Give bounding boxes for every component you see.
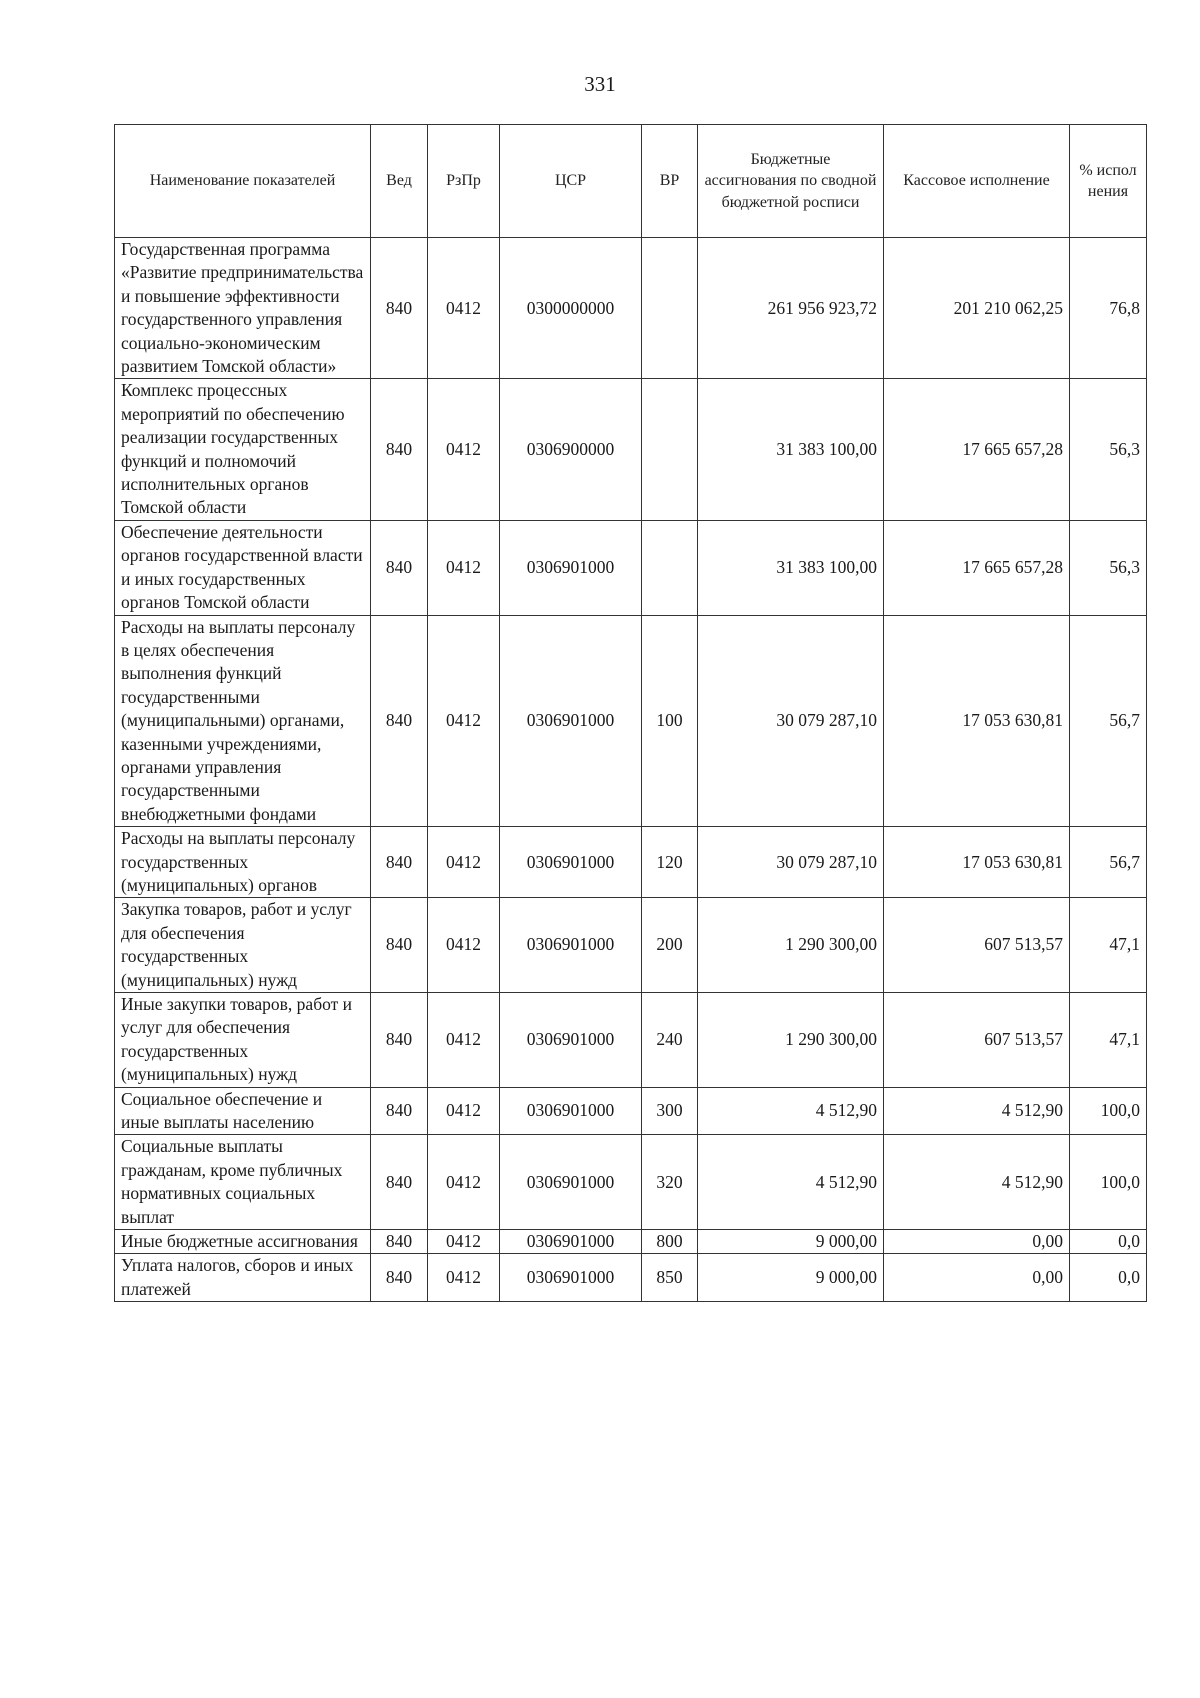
row-name: Государственная программа «Развитие предпринимательства и повышение эффективности государственного управления социально-экономическим развитием Томской области» [115,238,371,379]
row-csr: 0306901000 [500,1230,642,1254]
row-assigned: 261 956 923,72 [698,238,884,379]
row-pct: 47,1 [1070,898,1147,993]
row-csr: 0300000000 [500,238,642,379]
row-ved: 840 [371,827,428,898]
row-pct: 100,0 [1070,1087,1147,1135]
row-pct: 0,0 [1070,1254,1147,1302]
row-rzpr: 0412 [428,1087,500,1135]
row-executed: 201 210 062,25 [884,238,1070,379]
row-executed: 0,00 [884,1230,1070,1254]
table-row [115,993,1147,1088]
row-csr: 0306901000 [500,1254,642,1302]
row-ved: 840 [371,898,428,993]
row-csr: 0306901000 [500,1135,642,1230]
table-header-row [115,125,1147,238]
row-assigned: 1 290 300,00 [698,993,884,1088]
table-row [115,1254,1147,1302]
row-name: Закупка товаров, работ и услуг для обеспечения государственных (муниципальных) нужд [115,898,371,993]
table-row [115,827,1147,898]
table-row [115,520,1147,615]
row-ved: 840 [371,1135,428,1230]
row-pct: 100,0 [1070,1135,1147,1230]
table-row [115,615,1147,827]
row-rzpr: 0412 [428,379,500,520]
row-vr: 300 [642,1087,698,1135]
row-csr: 0306901000 [500,520,642,615]
row-vr: 100 [642,615,698,827]
row-executed: 607 513,57 [884,993,1070,1088]
row-ved: 840 [371,615,428,827]
row-assigned: 30 079 287,10 [698,827,884,898]
row-ved: 840 [371,379,428,520]
row-pct: 47,1 [1070,993,1147,1088]
header-assigned: Бюджетные ассигнования по сводной бюджетной росписи [698,125,884,238]
row-vr [642,379,698,520]
table-row [115,238,1147,379]
header-name: Наименование показателей [115,125,371,238]
row-assigned: 1 290 300,00 [698,898,884,993]
table-row [115,898,1147,993]
row-executed: 17 665 657,28 [884,379,1070,520]
row-pct: 56,7 [1070,827,1147,898]
row-pct: 56,3 [1070,520,1147,615]
row-name: Комплекс процессных мероприятий по обеспечению реализации государственных функций и полномочий исполнительных органов Томской области [115,379,371,520]
table-body [115,238,1147,1302]
row-csr: 0306901000 [500,993,642,1088]
row-vr [642,520,698,615]
row-rzpr: 0412 [428,238,500,379]
row-rzpr: 0412 [428,993,500,1088]
header-csr: ЦСР [500,125,642,238]
row-assigned: 9 000,00 [698,1230,884,1254]
row-executed: 4 512,90 [884,1087,1070,1135]
row-ved: 840 [371,520,428,615]
row-ved: 840 [371,1254,428,1302]
page-number: 331 [584,72,616,96]
row-vr: 240 [642,993,698,1088]
row-rzpr: 0412 [428,1230,500,1254]
row-executed: 17 665 657,28 [884,520,1070,615]
row-ved: 840 [371,993,428,1088]
row-vr [642,238,698,379]
row-executed: 0,00 [884,1254,1070,1302]
row-name: Обеспечение деятельности органов государственной власти и иных государственных органов Томской области [115,520,371,615]
row-executed: 17 053 630,81 [884,827,1070,898]
row-assigned: 4 512,90 [698,1135,884,1230]
row-ved: 840 [371,1087,428,1135]
row-assigned: 31 383 100,00 [698,379,884,520]
row-vr: 200 [642,898,698,993]
table-row [115,379,1147,520]
row-rzpr: 0412 [428,1254,500,1302]
row-executed: 4 512,90 [884,1135,1070,1230]
row-name: Социальные выплаты гражданам, кроме публичных нормативных социальных выплат [115,1135,371,1230]
row-name: Расходы на выплаты персоналу в целях обеспечения выполнения функций государственными (муниципальными) органами, казенными учреждениями, органами управления государственными внебюджетными фондами [115,615,371,827]
row-pct: 56,3 [1070,379,1147,520]
row-vr: 120 [642,827,698,898]
table-row [115,1087,1147,1135]
row-rzpr: 0412 [428,827,500,898]
header-executed: Кассовое исполнение [884,125,1070,238]
row-ved: 840 [371,1230,428,1254]
row-rzpr: 0412 [428,898,500,993]
header-vr: ВР [642,125,698,238]
row-vr: 800 [642,1230,698,1254]
table-row [115,1230,1147,1254]
row-executed: 607 513,57 [884,898,1070,993]
row-csr: 0306901000 [500,898,642,993]
row-rzpr: 0412 [428,1135,500,1230]
row-pct: 0,0 [1070,1230,1147,1254]
row-rzpr: 0412 [428,615,500,827]
row-name: Иные бюджетные ассигнования [115,1230,371,1254]
row-rzpr: 0412 [428,520,500,615]
row-name: Иные закупки товаров, работ и услуг для обеспечения государственных (муниципальных) нужд [115,993,371,1088]
row-name: Уплата налогов, сборов и иных платежей [115,1254,371,1302]
row-pct: 56,7 [1070,615,1147,827]
header-rzpr: РзПр [428,125,500,238]
row-assigned: 31 383 100,00 [698,520,884,615]
row-csr: 0306901000 [500,827,642,898]
budget-table [114,124,1147,1302]
row-pct: 76,8 [1070,238,1147,379]
row-name: Расходы на выплаты персоналу государственных (муниципальных) органов [115,827,371,898]
row-assigned: 30 079 287,10 [698,615,884,827]
row-name: Социальное обеспечение и иные выплаты населению [115,1087,371,1135]
row-assigned: 9 000,00 [698,1254,884,1302]
row-csr: 0306901000 [500,615,642,827]
table-row [115,1135,1147,1230]
header-pct: % испол нения [1070,125,1147,238]
row-assigned: 4 512,90 [698,1087,884,1135]
header-ved: Вед [371,125,428,238]
row-ved: 840 [371,238,428,379]
row-csr: 0306900000 [500,379,642,520]
row-executed: 17 053 630,81 [884,615,1070,827]
row-csr: 0306901000 [500,1087,642,1135]
row-vr: 850 [642,1254,698,1302]
row-vr: 320 [642,1135,698,1230]
